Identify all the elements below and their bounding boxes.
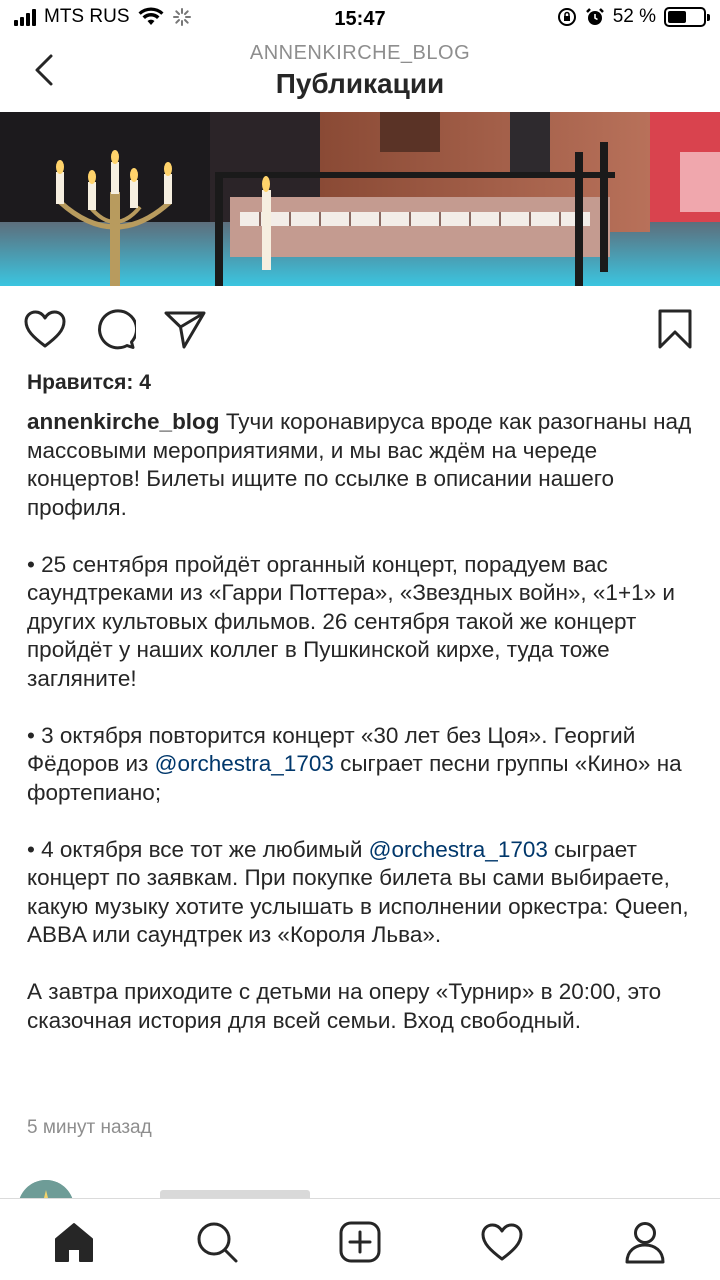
- tab-search[interactable]: [192, 1217, 242, 1267]
- page-title: Публикации: [275, 68, 445, 99]
- battery-icon: [664, 7, 706, 27]
- mention-link[interactable]: @orchestra_1703: [368, 836, 548, 862]
- caption-username[interactable]: annenkirche_blog: [27, 409, 220, 434]
- save-button[interactable]: [652, 306, 698, 352]
- search-icon: [195, 1220, 239, 1264]
- caption-intro: [27, 408, 697, 522]
- orientation-lock-icon: [557, 7, 577, 27]
- send-icon: [163, 309, 207, 349]
- caption-paragraph-1: • 25 сентября пройдёт органный концерт, порадуем вас саундтреками из «Гарри Поттера», «Звездных войн», «1+1» и других культовых фильмов. 26 сентября такой же концерт пройдёт у наших коллег в Пушкинской кирхе, туда тоже загляните!: [27, 551, 675, 691]
- mention-link[interactable]: @orchestra_1703: [154, 751, 334, 776]
- status-right: [557, 6, 706, 28]
- caption-paragraph-2: [27, 722, 697, 808]
- caption-p2-text-a: • 3 октября повторится концерт «30 лет без Цоя». Георгий Фёдоров из: [27, 722, 636, 776]
- battery-percent: 52 %: [612, 6, 656, 27]
- post-caption: [27, 408, 697, 1064]
- bookmark-icon: [657, 308, 693, 350]
- heart-icon: [480, 1222, 524, 1262]
- share-button[interactable]: [162, 306, 208, 352]
- tab-activity[interactable]: [477, 1217, 527, 1267]
- caption-intro-text: Тучи коронавируса вроде как разогнаны над массовыми мероприятиями, и мы вас ждём на череде концертов! Билеты ищите по ссылке в описании нашего профиля.: [27, 409, 692, 520]
- carrier-name: MTS RUS: [44, 6, 130, 27]
- tab-profile[interactable]: [620, 1217, 670, 1267]
- home-icon: [52, 1221, 96, 1263]
- caption-paragraph-4: А завтра приходите с детьми на оперу «Турнир» в 20:00, это сказочная история для всей семьи. Вход свободный.: [27, 979, 662, 1033]
- nav-header: [0, 40, 720, 112]
- add-post-icon: [338, 1220, 382, 1264]
- battery-level: [668, 11, 686, 23]
- heart-icon: [23, 309, 67, 349]
- profile-icon: [623, 1220, 667, 1264]
- post-timestamp: 5 минут назад: [27, 1117, 152, 1138]
- comment-button[interactable]: [92, 306, 138, 352]
- post-image[interactable]: [0, 112, 720, 286]
- tab-new-post[interactable]: [335, 1217, 385, 1267]
- post-photo: [0, 112, 720, 286]
- caption-p3-text-a: • 4 октября все тот же любимый: [27, 836, 363, 862]
- like-button[interactable]: [22, 306, 68, 352]
- post-actions: [0, 300, 720, 360]
- tab-home[interactable]: [49, 1217, 99, 1267]
- bottom-tab-bar: [0, 1198, 720, 1280]
- clock-time: 15:47: [334, 8, 386, 30]
- caption-p3-text-b: сыграет концерт по заявкам. При покупке билета вы сами выбираете, какую музыку хотите услышать в исполнении оркестра: Queen, ABBA или саундтрек из «Короля Льва».: [27, 836, 689, 947]
- account-name: ANNENKIRCHE_BLOG: [249, 42, 471, 64]
- caption-paragraph-3: [27, 836, 697, 950]
- alarm-icon: [585, 7, 605, 27]
- status-bar: [0, 0, 720, 40]
- comment-icon: [94, 308, 136, 350]
- likes-count[interactable]: Нравится: 4: [27, 371, 151, 394]
- caption-p2-text-b: сыграет песни группы «Кино» на фортепиано;: [27, 751, 682, 805]
